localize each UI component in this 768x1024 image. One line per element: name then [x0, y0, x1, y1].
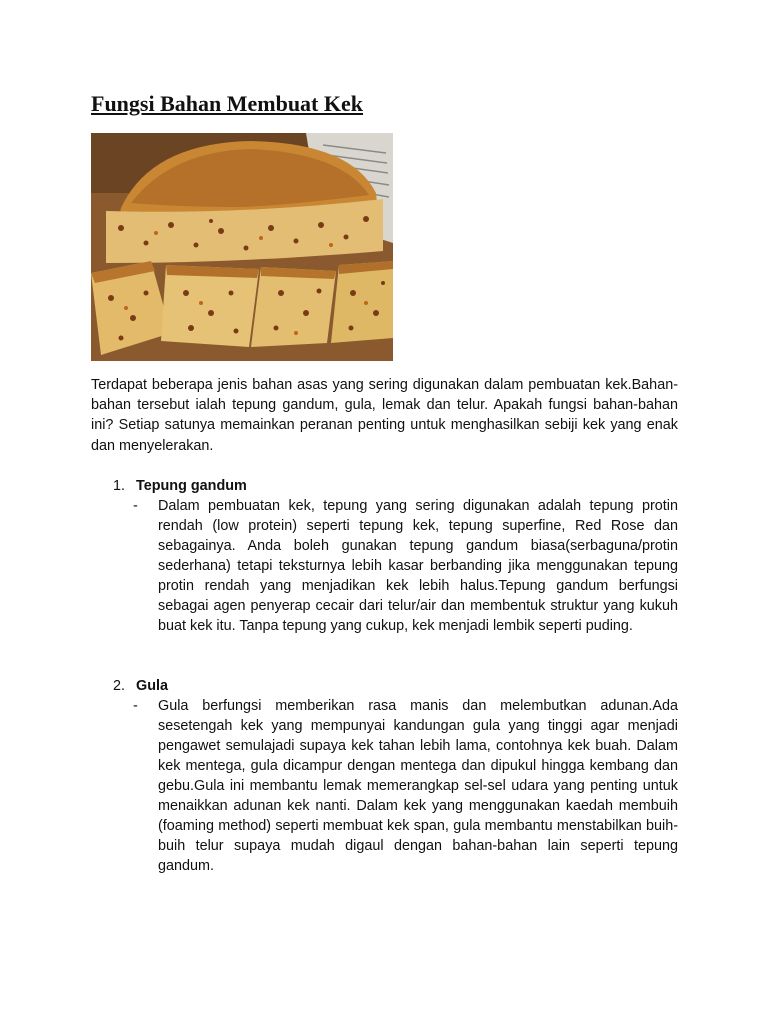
cake-photo: [91, 133, 393, 361]
list-item-tepung-gandum: [113, 476, 678, 636]
bullet-point: [113, 696, 678, 876]
dash-marker: -: [133, 698, 138, 714]
list-item-title: Gula: [136, 678, 168, 694]
list-item-gula: [113, 676, 678, 876]
document-title: Fungsi Bahan Membuat Kek: [91, 91, 363, 116]
bullet-text: Gula berfungsi memberikan rasa manis dan melembutkan adunan.Ada sesetengah kek yang mempunyai kandungan gula yang tinggi agar menjadi pengawet semulajadi supaya kek tahan lebih lama, contohnya kek buah. Dalam kek mentega, gula dicampur dengan mentega dan dipukul hingga kembang dan gebu.Gula ini membantu lemak memerangkap sel-sel udara yang penting untuk menaikkan adunan kek nanti. Dalam kek yang menggunakan kaedah membuih (foaming method) seperti membuat kek span, gula membantu menstabilkan buih-buih telur supaya mudah digaul dengan bahan-bahan lain seperti tepung gandum.: [158, 698, 678, 874]
intro-paragraph: Terdapat beberapa jenis bahan asas yang sering digunakan dalam pembuatan kek.Bahan-bahan tersebut ialah tepung gandum, gula, lemak dan telur. Apakah fungsi bahan-bahan ini? Setiap satunya memainkan peranan penting untuk menghasilkan sebiji kek yang enak dan menyelerakan.: [91, 377, 678, 454]
bullet-point: [113, 496, 678, 636]
list-item-heading: [113, 676, 678, 696]
list-number: 2.: [113, 678, 126, 694]
list-item-title: Tepung gandum: [136, 478, 247, 494]
list-number: 1.: [113, 478, 126, 494]
list-item-heading: [113, 476, 678, 496]
bullet-text: Dalam pembuatan kek, tepung yang sering digunakan adalah tepung protin rendah (low protein) seperti tepung kek, tepung superfine, Red Rose dan sebagainya. Anda boleh gunakan tepung gandum biasa(serbaguna/protin sederhana) tetapi teksturnya lebih kasar berbanding jika menggunakan tepung protin rendah yang menjadikan kek lebih halus.Tepung gandum berfungsi sebagai agen penyerap cecair dari telur/air dan membentuk struktur yang kukuh buat kek itu. Tanpa tepung yang cukup, kek menjadi lembik seperti puding.: [158, 498, 678, 634]
fruit-cake-image: [91, 133, 393, 361]
dash-marker: -: [133, 498, 138, 514]
